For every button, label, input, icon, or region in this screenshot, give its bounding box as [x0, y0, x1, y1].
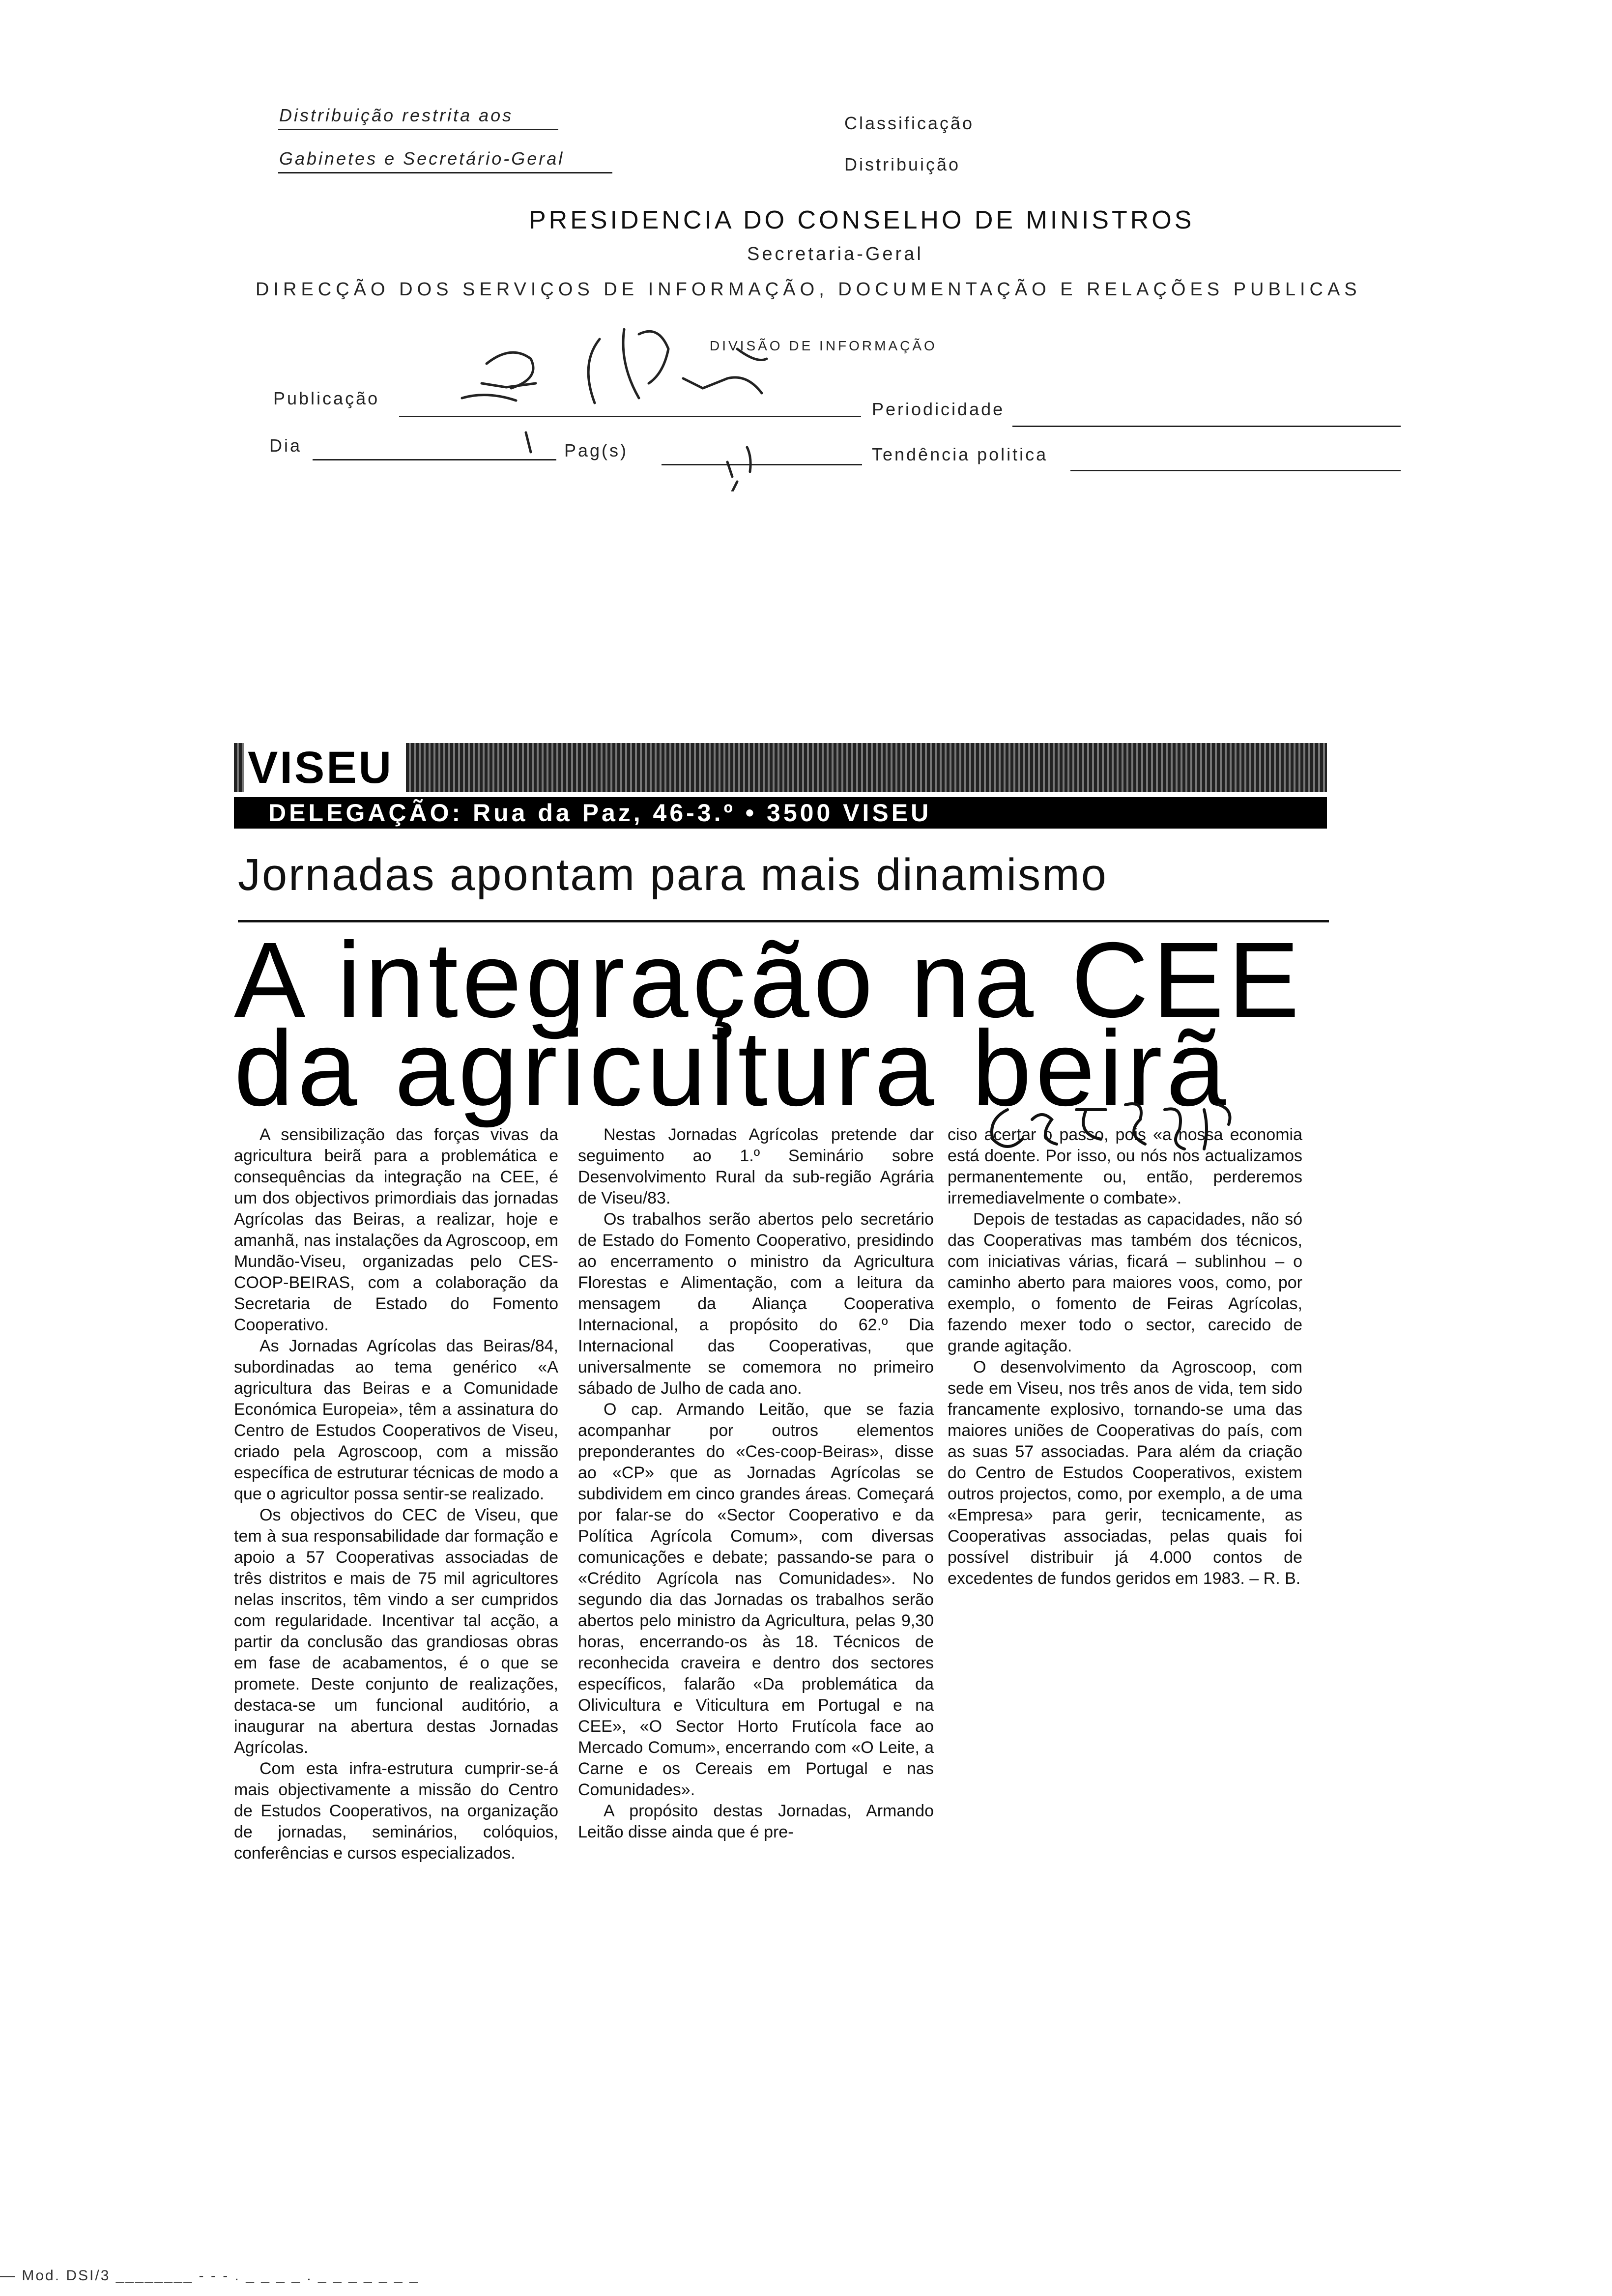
col2-paragraph: Nestas Jornadas Agrícolas pretende dar seguimento ao 1.º Seminário sobre Desenvolvimento Rural da sub-região Agrária de Viseu/83. [578, 1125, 934, 1207]
tendencia-field[interactable] [1070, 470, 1401, 471]
restricted-distribution-line2: Gabinetes e Secretário-Geral [279, 148, 565, 169]
handwritten-scribble [452, 305, 865, 491]
col3-paragraph: O desenvolvimento da Agroscoop, com sede em Viseu, nos três anos de vida, tem sido francamente explosivo, tornando-se uma das maiores uniões de Cooperativas do país, com as suas 57 associadas. Para além da criação do Centro de Estudos Cooperativos, existem outros projectos, como, por exemplo, a de uma «Empresa» para gerir, tecnicamente, as Cooperativas associadas, pelas quais foi possível distribuir já 4.000 contos de excedentes de fundos geridos em 1983. – R. B. [948, 1358, 1302, 1588]
col3-paragraph: ciso acertar o passo, pois «a nossa economia está doente. Por isso, ou nós nos actualizamos permanentemente ou, então, perderemos irremediavelmente o combate». [948, 1125, 1302, 1207]
periodicidade-field[interactable] [1012, 426, 1401, 427]
col1-paragraph: Com esta infra-estrutura cumprir-se-á mais objectivamente a missão do Centro de Estudos Cooperativos, na organização de jornadas, seminários, colóquios, conferências e cursos especializados. [234, 1759, 558, 1863]
col2-paragraph: Os trabalhos serão abertos pelo secretário de Estado do Fomento Cooperativo, presidindo ao encerramento o ministro da Agricultura Florestas e Alimentação, com a leitura da mensagem da Aliança Cooperativa Internacional, a propósito do 62.º Dia Internacional das Cooperativas, que universalmente se comemora no primeiro sábado de Julho de cada ano. [578, 1210, 934, 1398]
restricted-distribution-line1: Distribuição restrita aos [279, 105, 514, 125]
dia-field[interactable] [313, 459, 556, 460]
delegacao-bar [234, 797, 1327, 829]
col2-paragraph: A propósito destas Jornadas, Armando Leitão disse ainda que é pre- [578, 1802, 934, 1841]
form-underline [278, 129, 558, 130]
delegacao-address: DELEGAÇÃO: Rua da Paz, 46-3.º • 3500 VISEU [268, 799, 932, 827]
section-banner [234, 743, 1327, 792]
col1-paragraph: Os objectivos do CEC de Viseu, que tem à sua responsabilidade dar formação e apoio a 57 Cooperativas associadas de três distritos e mais de 75 mil agricultores nelas inscritos, têm vindo a ser cumpridos com regularidade. Incentivar tal acção, a partir da conclusão das grandiosas obras em fase de acabamentos, é o que se promete. Deste conjunto de realizações, destaca-se um funcional auditório, a inaugurar na abertura destas Jornadas Agrícolas. [234, 1506, 558, 1757]
form-underline [278, 172, 612, 173]
periodicidade-label: Periodicidade [872, 399, 1005, 419]
section-city: VISEU [244, 741, 406, 794]
article-column-1 [234, 1124, 558, 1864]
article-title-line2: da agricultura beirã [234, 1009, 1230, 1128]
article-kicker: Jornadas apontam para mais dinamismo [238, 850, 1108, 900]
pags-field[interactable] [662, 464, 862, 465]
form-model-number: — Mod. DSI/3 ________ - - - . _ _ _ _ . _ _ _ _ _ _ _ [0, 2267, 419, 2284]
classificacao-label: Classificação [844, 113, 975, 133]
article-column-3 [948, 1124, 1302, 1589]
pags-label: Pag(s) [564, 440, 629, 460]
col1-paragraph: As Jornadas Agrícolas das Beiras/84, subordinadas ao tema genérico «A agricultura das Beiras e a Comunidade Económica Europeia», têm a assinatura do Centro de Estudos Cooperativos de Viseu, criado pela Agroscoop, com a missão específica de estruturar técnicas de modo a que o agricultor possa sentir-se realizado. [234, 1337, 558, 1503]
distribuicao-label: Distribuição [844, 154, 961, 174]
article-column-2 [578, 1124, 934, 1843]
direccao-heading: DIRECÇÃO DOS SERVIÇOS DE INFORMAÇÃO, DOCUMENTAÇÃO E RELAÇÕES PUBLICAS [256, 279, 1361, 300]
tendencia-label: Tendência politica [872, 444, 1048, 464]
publicacao-field[interactable] [399, 416, 861, 417]
divisao-heading: DIVISÃO DE INFORMAÇÃO [710, 338, 937, 353]
secretaria-heading: Secretaria-Geral [747, 244, 923, 264]
article-title-line1: A integração na CEE [234, 920, 1303, 1040]
form-model-label: Mod. DSI/3 [22, 2267, 111, 2284]
col3-paragraph: Depois de testadas as capacidades, não só das Cooperativas mas também dos técnicos, com iniciativas várias, ficará – sublinhou – o caminho aberto para maiores voos, como, por exemplo, o fomento de Feiras Agrícolas, fazendo mexer todo o sector, carecido de grande agitação. [948, 1210, 1302, 1355]
col1-paragraph: A sensibilização das forças vivas da agricultura beirã para a problemática e consequências da integração na CEE, é um dos objectivos primordiais das jornadas Agrícolas das Beiras, a realizar, hoje e amanhã, nas instalações da Agroscoop, em Mundão-Viseu, organizadas pelo CES-COOP-BEIRAS, com a colaboração da Secretaria de Estado do Fomento Cooperativo. [234, 1125, 558, 1334]
dia-label: Dia [269, 435, 302, 456]
presidencia-heading: PRESIDENCIA DO CONSELHO DE MINISTROS [529, 206, 1195, 234]
publicacao-label: Publicação [273, 388, 380, 408]
col2-paragraph: O cap. Armando Leitão, que se fazia acompanhar por outros elementos preponderantes do «Ces-coop-Beiras», disse ao «CP» que as Jornadas Agrícolas se subdividem em cinco grandes áreas. Começará por falar-se do «Sector Cooperativo e da Política Agrícola Comum», com diversas comunicações e debate; passando-se para o «Crédito Agrícola nas Comunidades». No segundo dia das Jornadas os trabalhos serão abertos pelo ministro da Agricultura, pelas 9,30 horas, encerrando-os às 18. Técnicos de reconhecida craveira e dentro dos sectores específicos, falarão «Da problemática da Olivicultura e Viticultura em Portugal e na CEE», «O Sector Horto Frutícola face ao Mercado Comum», encerrando com «O Leite, a Carne e os Cereais em Portugal e nas Comunidades». [578, 1400, 934, 1799]
